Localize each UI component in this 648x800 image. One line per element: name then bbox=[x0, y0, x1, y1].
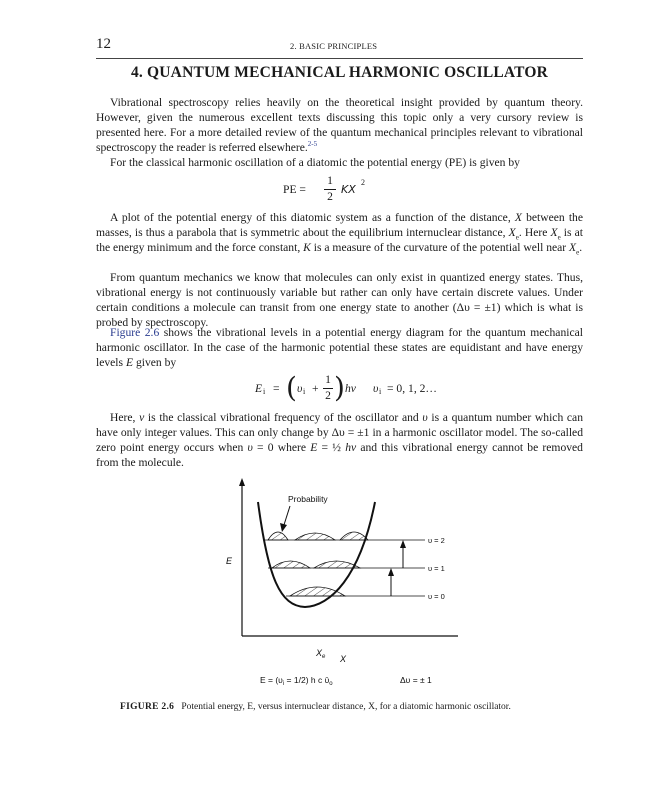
figure-caption: FIGURE 2.6 Potential energy, E, versus internuclear distance, X, for a diatomic harmonic oscillator. bbox=[120, 702, 511, 712]
paragraph-quantized: From quantum mechanics we know that molecules can only exist in quantized energy states. Thus, vibrational energy is not continuously variable but rather can only have certain discrete values. Under certain conditions a molecule can transit from one energy state to another (Δυ = ±1) which is what is probed by spectroscopy. bbox=[96, 271, 583, 329]
paragraph-intro: Vibrational spectroscopy relies heavily on the theoretical insight provided by quantum theory. However, given the numerous excellent texts discussing this topic only a very cursory review is presented here. For a more detailed review of the quantum mechanical principles relevant to vibrational spectroscopy the reader is referred elsewhere.$^{2-5}$ bbox=[96, 96, 583, 154]
level-label-2: υ = 2 bbox=[428, 536, 445, 545]
equation-energy-levels: E i = ( υ i + 1 2 ) hν υ i = 0, 1, 2… bbox=[255, 371, 438, 404]
equation-potential-energy: PE = 1 2 KX 2 bbox=[283, 174, 365, 203]
running-head: 2. BASIC PRINCIPLES bbox=[290, 41, 378, 51]
probability-density-0 bbox=[290, 587, 345, 596]
energy-formula: $E = (\upsilon_i = 1/2)$ h c ῡ$_o$ bbox=[260, 675, 333, 687]
paragraph-zero-point: Here, ν is the classical vibrational frequency of the oscillator and υ is a quantum number which can have only integer values. This can only change by Δυ = ±1 in a harmonic oscillator model. The so-called zero point energy occurs when υ = 0 where E = ½ hν and this vibrational energy cannot be removed from the molecule. bbox=[96, 411, 583, 469]
figure-link[interactable]: Figure 2.6 bbox=[110, 326, 160, 339]
figure-potential-diagram bbox=[220, 478, 480, 690]
probability-label: Probability bbox=[288, 494, 328, 504]
header-rule bbox=[96, 58, 583, 59]
level-label-0: υ = 0 bbox=[428, 592, 445, 601]
probability-density-1 bbox=[272, 561, 360, 568]
reference-superscript: 2-5 bbox=[307, 140, 318, 149]
x-axis-label: X bbox=[340, 654, 347, 664]
axes bbox=[239, 478, 458, 636]
y-axis-label: E bbox=[226, 556, 233, 566]
section-title: 4. QUANTUM MECHANICAL HARMONIC OSCILLATOR bbox=[130, 64, 549, 81]
level-label-1: υ = 1 bbox=[428, 564, 445, 573]
xe-label: $X_e$ bbox=[316, 648, 326, 660]
probability-density-2 bbox=[268, 532, 368, 540]
page-number: 12 bbox=[96, 36, 111, 52]
probability-arrow bbox=[280, 506, 290, 532]
paragraph-parabola: A plot of the potential energy of this diatomic system as a function of the distance, X between the masses, is thus a parabola that is symmetric about the equilibrium internuclear distance, $X_e$. Here $X_e$ is at the energy minimum and the force constant, K is a measure of the curvature of the potential well near $X_e$. bbox=[96, 211, 583, 257]
selection-rule: Δυ = ± 1 bbox=[400, 675, 432, 685]
paragraph-pe-intro: For the classical harmonic oscillation of a diatomic the potential energy (PE) is given by bbox=[110, 156, 520, 169]
paragraph-figure-ref: Figure 2.6 shows the vibrational levels in a potential energy diagram for the quantum mechanical harmonic oscillator. In the case of the harmonic potential these states are equidistant and have energy levels E given by bbox=[96, 326, 583, 369]
